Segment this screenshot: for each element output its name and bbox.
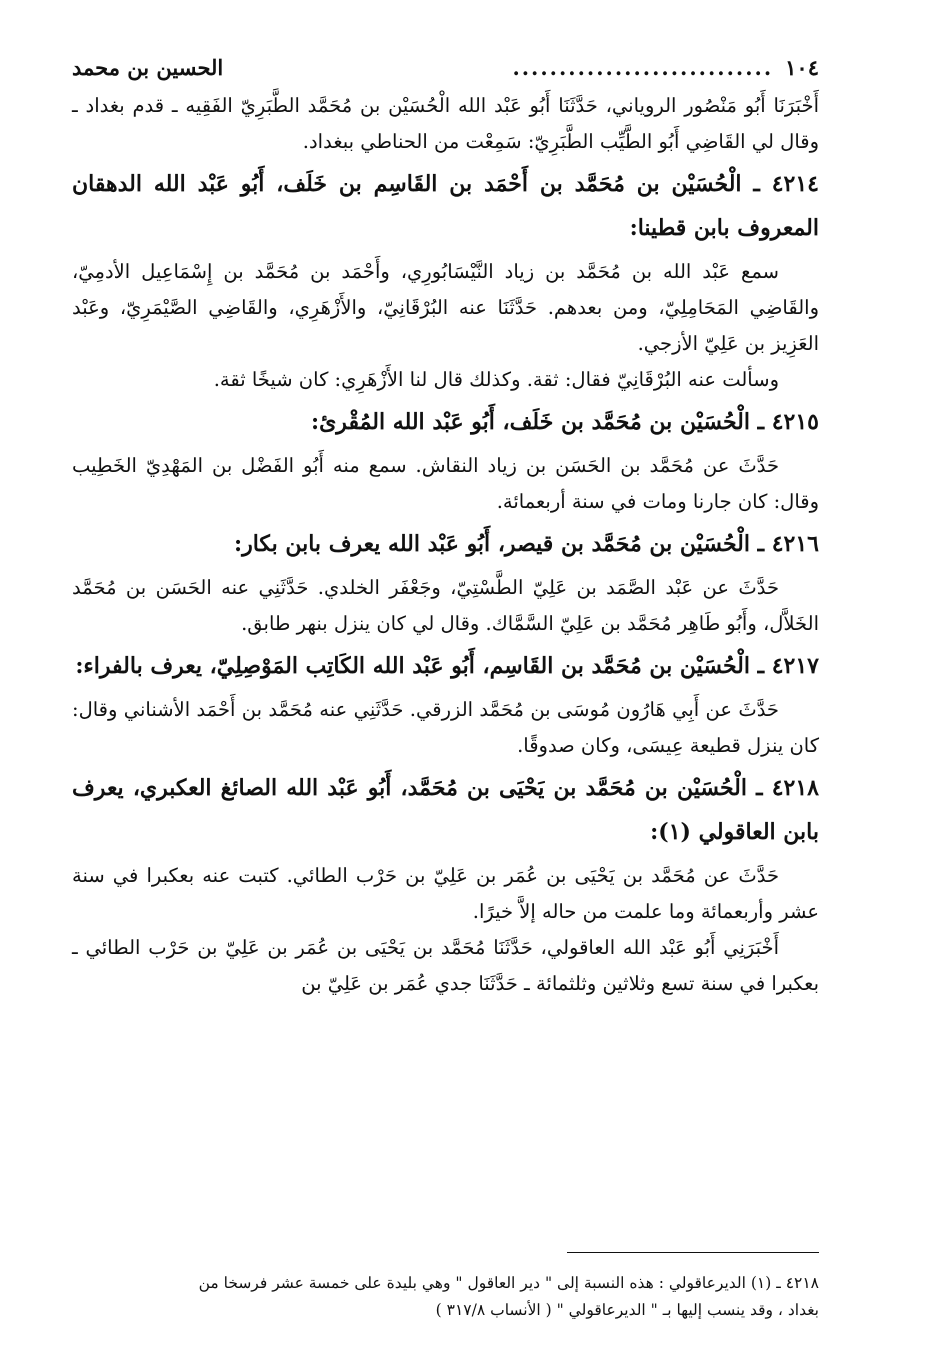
paragraph: وسألت عنه البُرْقَانِيّ فقال: ثقة. وكذلك قال لنا الأَزْهَرِي: كان شيخًا ثقة.: [213, 368, 779, 391]
paragraph: حَدَّثَ عن مُحَمَّد بن يَحْيَى بن عُمَر بن عَلِيّ بن حَرْب الطائي. كتبت عنه بعكبرا في سنة عشر وأربعمائة وما علمت من حاله إلاَّ خيرًا.: [72, 864, 819, 923]
paragraph: سمع عَبْد الله بن مُحَمَّد بن زياد النَّيْسَابُورِي، وأَحْمَد بن مُحَمَّد بن إِسْمَاعِيل الأدمِيّ، والقَاضِي المَحَامِلِيّ، ومن بعدهم. حَدَّثَنَا عنه البُرْقَانِيّ، والأَزْهَرِي، والقَاضِي الصَّيْمَرِيّ، وعَبْد العَزِيز بن عَلِيّ الأزجي.: [72, 260, 819, 355]
footnote-line: بغداد ، وقد ينسب إليها بـ " الديرعاقولي " ( الأنساب ٣١٧/٨ ): [435, 1301, 819, 1319]
paragraph: حَدَّثَ عن عَبْد الصَّمَد بن عَلِيّ الطَّسْتِيّ، وجَعْفَر الخلدي. حَدَّثَنِي عنه الحَسَن بن مُحَمَّد الخَلاَّل، وأَبُو طَاهِر مُحَمَّد بن عَلِيّ السَّمَّاك. وقال لي كان ينزل بنهر طابق.: [72, 576, 819, 635]
page-number: ١٠٤: [785, 55, 819, 80]
entry-heading-4216: ٤٢١٦ ـ الْحُسَيْن بن مُحَمَّد بن قيصر، أَبُو عَبْد الله يعرف بابن بكار:: [233, 531, 819, 557]
footnote-line: ٤٢١٨ ـ (١) الديرعاقولي : هذه النسبة إلى " دير العاقول " وهي بليدة على خمسة عشر فرسخا من: [198, 1274, 819, 1292]
footnote: [72, 1270, 819, 1324]
paragraph: أَخْبَرَنِي أَبُو عَبْد الله العاقولي، حَدَّثَنَا مُحَمَّد بن يَحْيَى بن عُمَر بن عَلِيّ بن حَرْب الطائي ـ بعكبرا في سنة تسع وثلاثين وثلثمائة ـ حَدَّثَنَا جدي عُمَر بن عَلِيّ بن: [72, 936, 819, 995]
paragraph: حَدَّثَ عن أَبِي هَارُون مُوسَى بن مُحَمَّد الزرقي. حَدَّثَنِي عنه مُحَمَّد بن أَحْمَد الأشناني وقال: كان ينزل قطيعة عِيسَى، وكان صدوقًا.: [72, 698, 819, 757]
entry-heading-4214: ٤٢١٤ ـ الْحُسَيْن بن مُحَمَّد بن أَحْمَد بن القَاسِم بن خَلَف، أَبُو عَبْد الله الدهقان المعروف بابن قطينا:: [72, 171, 819, 241]
header-leader-dots: ............................: [512, 55, 774, 80]
entry-heading-4217: ٤٢١٧ ـ الْحُسَيْن بن مُحَمَّد بن القَاسِم، أَبُو عَبْد الله الكَاتِب المَوْصِلِيّ، يعرف بالفراء:: [75, 653, 819, 679]
paragraph: حَدَّثَ عن مُحَمَّد بن الحَسَن بن زياد النقاش. سمع منه أَبُو الفَضْل بن المَهْدِيّ الخَطِيب وقال: كان جارنا ومات في سنة أربعمائة.: [72, 454, 819, 513]
running-title: الحسين بن محمد: [72, 55, 224, 80]
entry-heading-4215: ٤٢١٥ ـ الْحُسَيْن بن مُحَمَّد بن خَلَف، أَبُو عَبْد الله المُقْرئ:: [310, 409, 819, 435]
page-header: [72, 48, 819, 88]
paragraph: أَخْبَرَنَا أَبُو مَنْصُور الروياني، حَدَّثَنَا أَبُو عَبْد الله الْحُسَيْن بن مُحَمَّد الطَّبَرِيّ الفَقِيه ـ قدم بغداد ـ وقال لي القَاضِي أَبُو الطَّيِّب الطَّبَرِيّ: سَمِعْت من الحناطي ببغداد.: [72, 94, 819, 153]
entry-heading-4218: ٤٢١٨ ـ الْحُسَيْن بن مُحَمَّد بن يَحْيَى بن مُحَمَّد، أَبُو عَبْد الله الصائغ العكبري، يعرف بابن العاقولي (١):: [72, 775, 819, 845]
footnote-divider: [567, 1252, 819, 1253]
main-text: [72, 88, 819, 1002]
